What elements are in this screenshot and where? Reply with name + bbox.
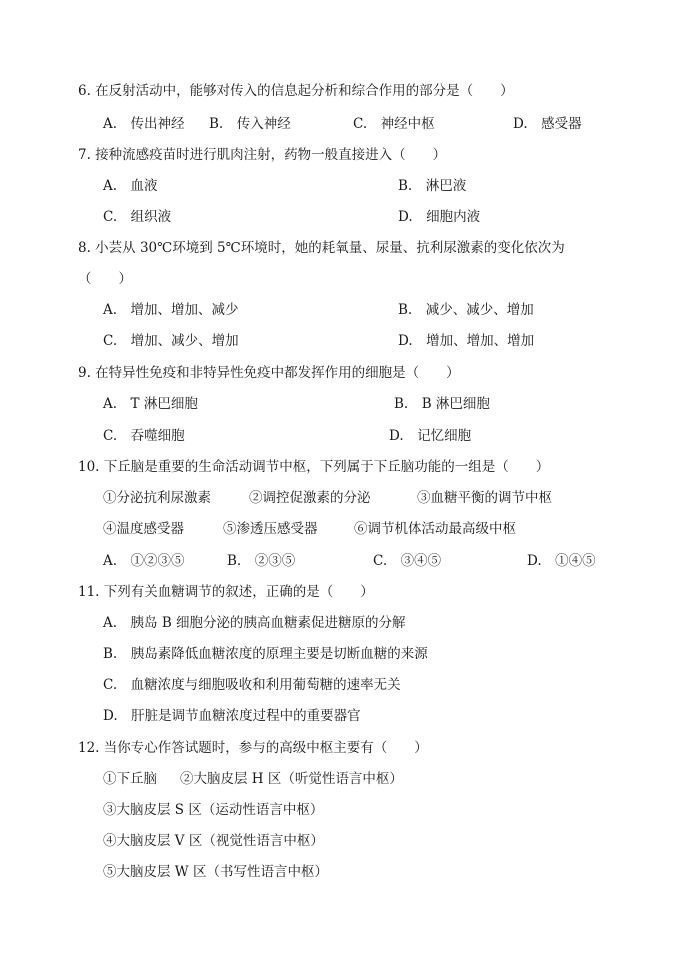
question-7-stem: 7. 接种流感疫苗时进行肌肉注射，药物一般直接进入（ ）	[78, 147, 447, 163]
q8-option-b: B. 减少、减少、增加	[398, 302, 534, 318]
q8-option-c: C. 增加、减少、增加	[103, 333, 239, 349]
q10-item-1: ①分泌抗利尿激素	[103, 490, 211, 506]
q11-option-c: C. 血糖浓度与细胞吸收和利用葡萄糖的速率无关	[103, 677, 401, 693]
question-6-stem: 6. 在反射活动中，能够对传入的信息起分析和综合作用的部分是（ ）	[78, 83, 514, 99]
q12-item-1: ①下丘脑	[103, 771, 157, 787]
q10-option-c: C. ③④⑤	[373, 553, 442, 569]
q10-option-b: B. ②③⑤	[227, 553, 296, 569]
q6-option-c: C. 神经中枢	[353, 116, 435, 132]
q10-item-3: ③血糖平衡的调节中枢	[417, 490, 552, 506]
q10-option-d: D. ①④⑤	[527, 553, 596, 569]
question-12-stem: 12. 当你专心作答试题时，参与的高级中枢主要有（ ）	[78, 740, 428, 756]
q8-option-d: D. 增加、增加、增加	[398, 333, 535, 349]
q10-item-2: ②调控促激素的分泌	[249, 490, 371, 506]
q12-item-5: ⑤大脑皮层 W 区（书写性语言中枢）	[103, 864, 328, 880]
q11-option-b: B. 胰岛素降低血糖浓度的原理主要是切断血糖的来源	[103, 646, 428, 662]
q6-option-a: A. 传出神经	[103, 116, 185, 132]
q12-item-2: ②大脑皮层 H 区（听觉性语言中枢）	[180, 771, 403, 787]
question-9-stem: 9. 在特异性免疫和非特异性免疫中都发挥作用的细胞是（ ）	[78, 365, 460, 381]
q12-item-4: ④大脑皮层 V 区（视觉性语言中枢）	[103, 833, 324, 849]
q10-item-5: ⑤渗透压感受器	[223, 521, 318, 537]
question-10-stem: 10. 下丘脑是重要的生命活动调节中枢，下列属于下丘脑功能的一组是（ ）	[78, 459, 550, 475]
question-11-stem: 11. 下列有关血糖调节的叙述，正确的是（ ）	[78, 584, 374, 600]
question-8-stem: 8. 小芸从 30℃环境到 5℃环境时，她的耗氧量、尿量、抗利尿激素的变化依次为	[78, 240, 565, 256]
q9-option-a: A. T 淋巴细胞	[103, 396, 198, 412]
q9-option-c: C. 吞噬细胞	[103, 428, 185, 444]
q6-option-b: B. 传入神经	[209, 116, 291, 132]
question-8-stem-continued: （ ）	[78, 271, 132, 287]
q11-option-d: D. 肝脏是调节血糖浓度过程中的重要器官	[103, 708, 361, 724]
q6-option-d: D. 感受器	[513, 116, 582, 132]
q12-item-3: ③大脑皮层 S 区（运动性语言中枢）	[103, 802, 324, 818]
q7-option-c: C. 组织液	[103, 209, 172, 225]
q7-option-b: B. 淋巴液	[398, 178, 467, 194]
q8-option-a: A. 增加、增加、减少	[103, 302, 239, 318]
q11-option-a: A. 胰岛 B 细胞分泌的胰高血糖素促进糖原的分解	[103, 615, 406, 631]
q10-option-a: A. ①②③⑤	[103, 553, 185, 569]
q10-item-4: ④温度感受器	[103, 521, 184, 537]
q10-item-6: ⑥调节机体活动最高级中枢	[354, 521, 516, 537]
q7-option-d: D. 细胞内液	[398, 209, 481, 225]
q9-option-b: B. B 淋巴细胞	[394, 396, 490, 412]
q9-option-d: D. 记忆细胞	[389, 428, 472, 444]
q7-option-a: A. 血液	[103, 178, 158, 194]
